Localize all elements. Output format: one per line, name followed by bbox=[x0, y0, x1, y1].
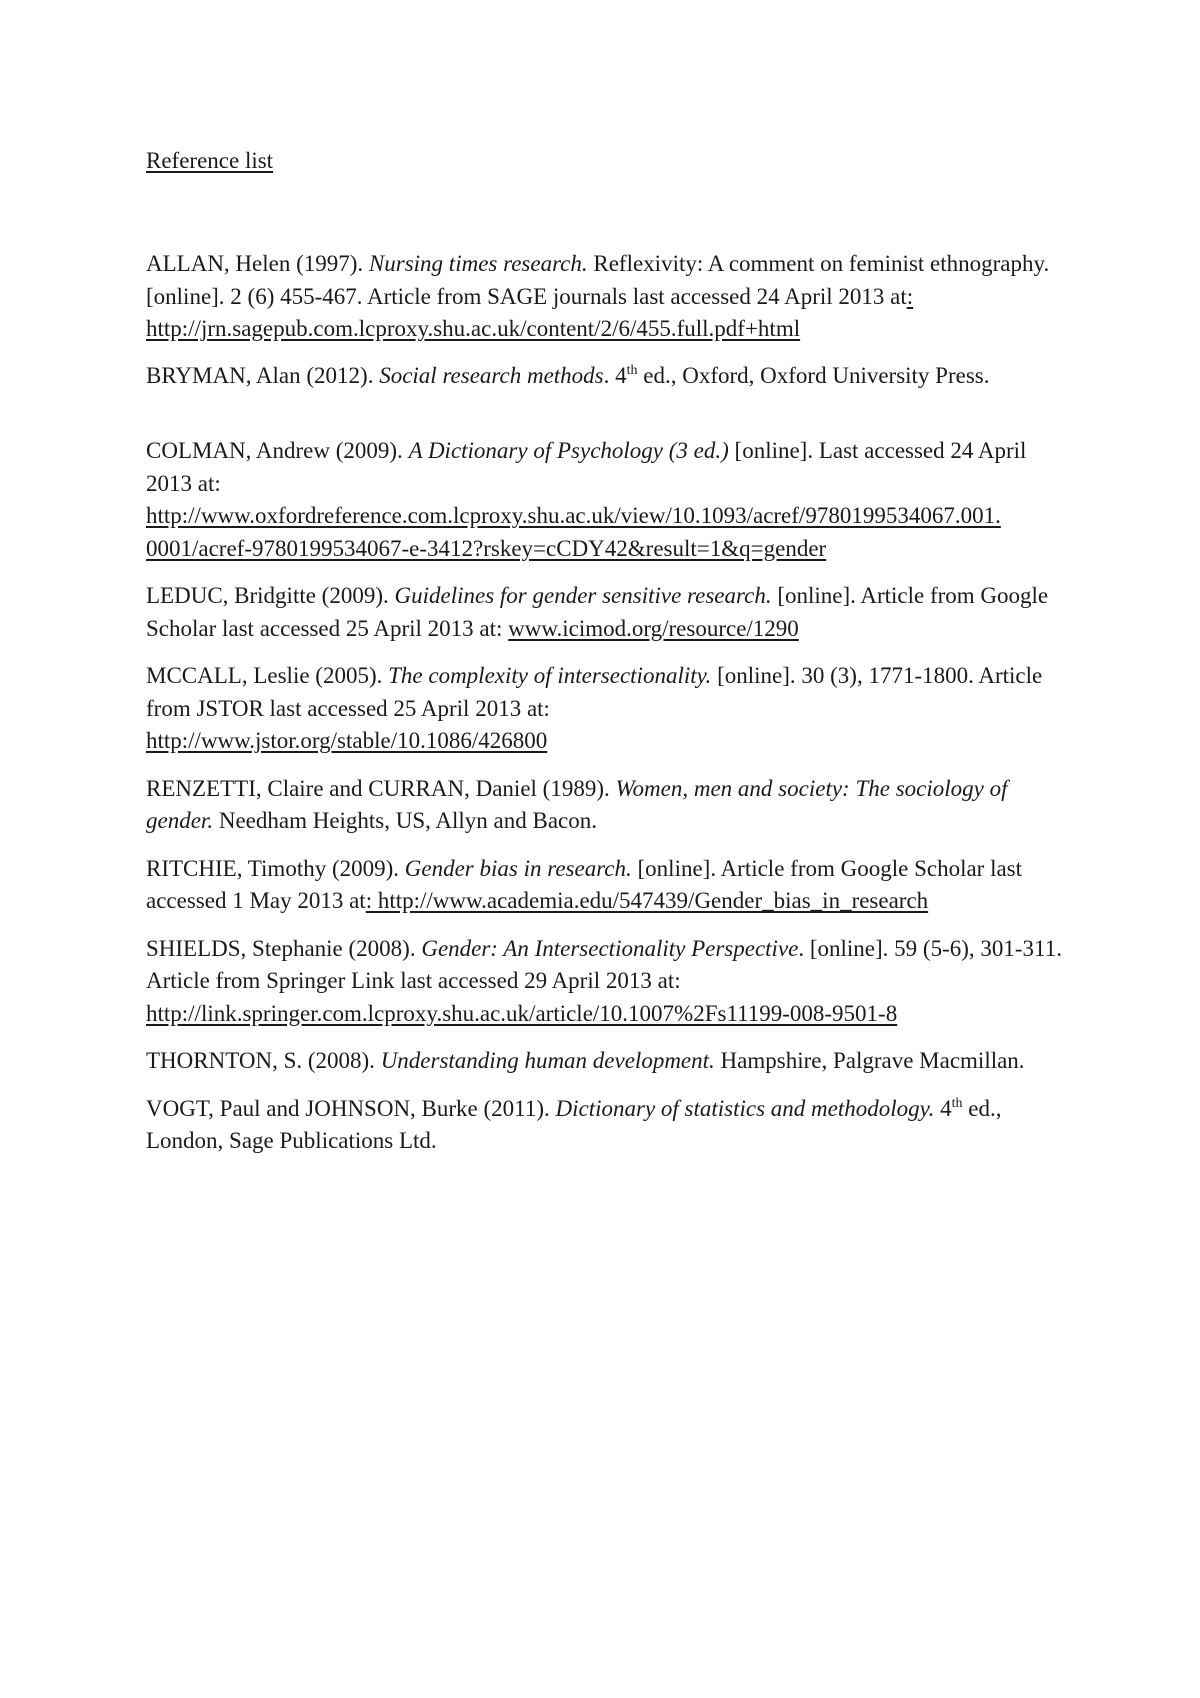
ref-title: Gender bias in research. bbox=[404, 855, 632, 881]
ref-details: [online]. Article from Google Scholar last accessed 1 May 2013 at bbox=[146, 855, 1023, 913]
ref-title: Nursing times research. bbox=[368, 251, 588, 276]
ref-details: Needham Heights, US, Allyn and Bacon. bbox=[213, 808, 597, 833]
reference-colman bbox=[146, 435, 1066, 565]
ref-author: ALLAN, Helen (1997). bbox=[146, 251, 369, 276]
ref-link-continued[interactable]: 0001/acref-9780199534067-e-3412?rskey=cCDY42&result=1&q=gender bbox=[146, 535, 827, 561]
ref-author: RENZETTI, Claire and CURRAN, Daniel (1989). bbox=[146, 775, 616, 801]
ref-details: . 4 bbox=[603, 362, 627, 388]
ref-link[interactable]: : http://www.academia.edu/547439/Gender_bias_in_research bbox=[365, 888, 929, 913]
ref-title: Understanding human development. bbox=[380, 1048, 715, 1073]
ref-author: SHIELDS, Stephanie (2008). bbox=[146, 935, 422, 961]
page-title: Reference list bbox=[146, 148, 274, 173]
ref-author: LEDUC, Bridgitte (2009). bbox=[146, 583, 395, 608]
ref-details: [online]. Article from Google Scholar last accessed 25 April 2013 at: bbox=[146, 583, 1049, 641]
reference-mccall bbox=[146, 660, 1066, 758]
reference-shields bbox=[146, 933, 1066, 1031]
ref-author: THORNTON, S. (2008). bbox=[146, 1048, 381, 1073]
ref-superscript: th bbox=[951, 1095, 963, 1111]
reference-ritchie bbox=[146, 853, 1066, 918]
ref-title: Women, men and society: The sociology of gender. bbox=[146, 775, 1008, 833]
ref-title: Dictionary of statistics and methodology. bbox=[555, 1095, 935, 1121]
ref-link[interactable]: : http://jrn.sagepub.com.lcproxy.shu.ac.uk/content/2/6/455.full.pdf+html bbox=[146, 283, 914, 341]
reference-vogt bbox=[146, 1093, 1066, 1158]
ref-details: . [online]. 59 (5-6), 301-311. Article from Springer Link last accessed 29 April 2013 at: bbox=[146, 935, 1062, 993]
ref-link[interactable]: www.icimod.org/resource/1290 bbox=[508, 615, 799, 641]
ref-details: 4 bbox=[934, 1095, 952, 1121]
ref-superscript: th bbox=[626, 362, 638, 378]
ref-author: COLMAN, Andrew (2009). bbox=[146, 438, 409, 463]
reference-renzetti bbox=[146, 773, 1066, 838]
ref-author: MCCALL, Leslie (2005). bbox=[146, 663, 389, 688]
ref-author: VOGT, Paul and JOHNSON, Burke (2011). bbox=[146, 1095, 556, 1121]
ref-details: [online]. 30 (3), 1771-1800. Article from JSTOR last accessed 25 April 2013 at: bbox=[146, 663, 1043, 721]
reference-allan bbox=[146, 248, 1066, 346]
ref-author: BRYMAN, Alan (2012). bbox=[146, 362, 380, 388]
ref-title: Social research methods bbox=[379, 362, 604, 388]
ref-details: [online]. Last accessed 24 April 2013 at: bbox=[146, 438, 1027, 496]
ref-link[interactable]: http://link.springer.com.lcproxy.shu.ac.uk/article/10.1007%2Fs11199-008-9501-8 bbox=[146, 1000, 898, 1026]
ref-title: The complexity of intersectionality. bbox=[388, 663, 712, 688]
ref-details: Hampshire, Palgrave Macmillan. bbox=[714, 1048, 1025, 1073]
ref-title: A Dictionary of Psychology (3 ed.) bbox=[408, 438, 729, 463]
ref-title: Gender: An Intersectionality Perspective bbox=[421, 935, 799, 961]
ref-link[interactable]: http://www.oxfordreference.com.lcproxy.shu.ac.uk/view/10.1093/acref/9780199534067.001. bbox=[146, 503, 1001, 528]
ref-details: ed., London, Sage Publications Ltd. bbox=[146, 1095, 1002, 1153]
ref-details: ed., Oxford, Oxford University Press. bbox=[637, 362, 990, 388]
ref-details: Reflexivity: A comment on feminist ethnography. [online]. 2 (6) 455-467. Article from SAGE journals last accessed 24 April 2013 at bbox=[146, 251, 1050, 309]
reference-thornton bbox=[146, 1045, 1066, 1078]
reference-leduc bbox=[146, 580, 1066, 645]
reference-bryman bbox=[146, 360, 1066, 393]
reference-list bbox=[146, 248, 1066, 1158]
ref-author: RITCHIE, Timothy (2009). bbox=[146, 855, 405, 881]
ref-link[interactable]: http://www.jstor.org/stable/10.1086/426800 bbox=[146, 728, 548, 753]
ref-title: Guidelines for gender sensitive research. bbox=[394, 583, 772, 608]
